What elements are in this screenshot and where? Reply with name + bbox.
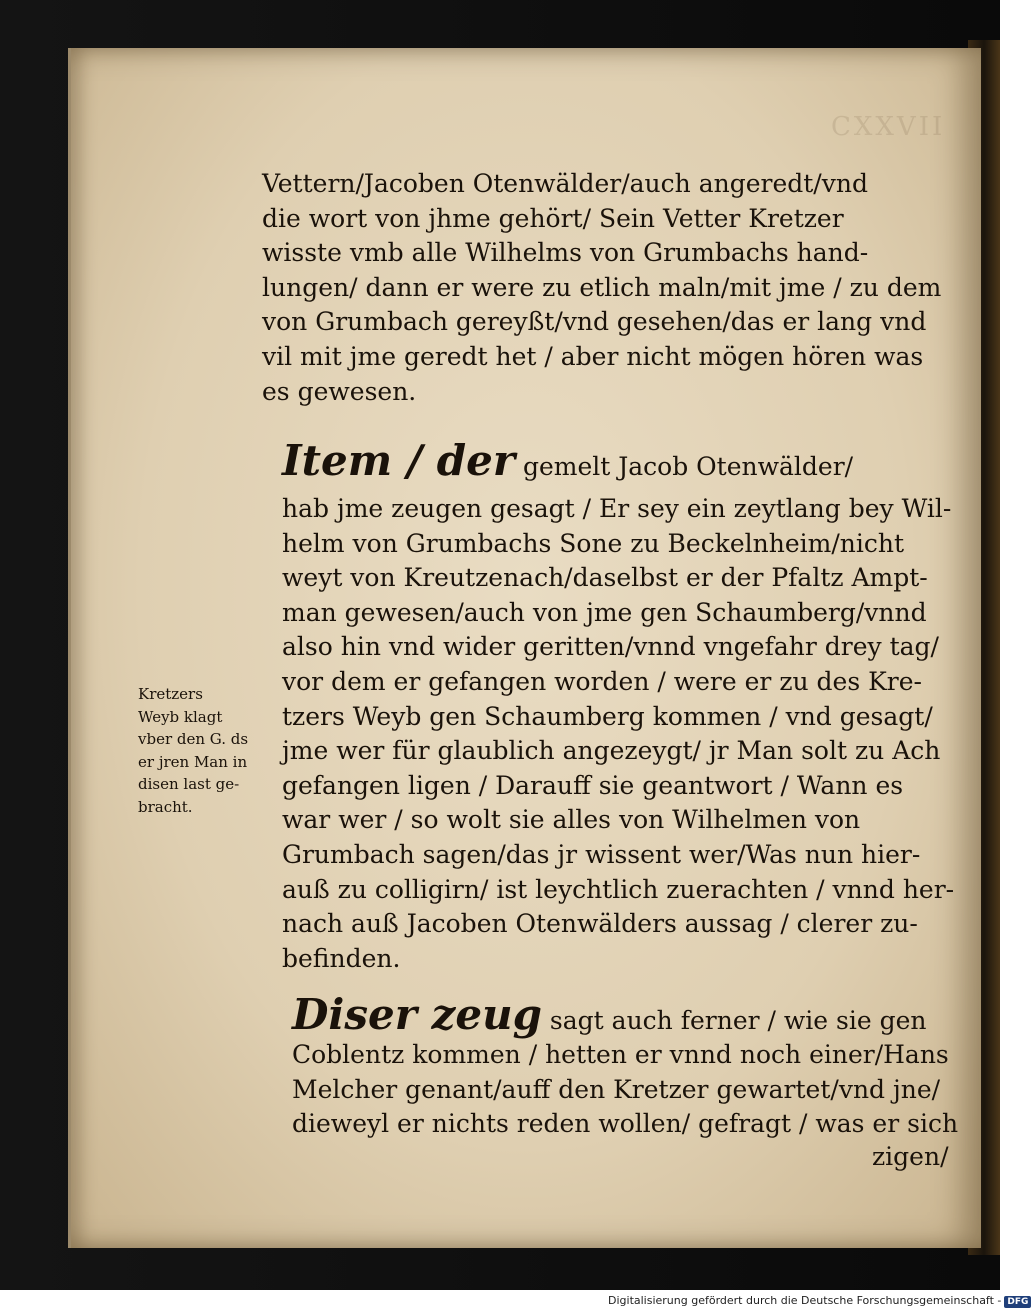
text-line: auß zu colligirn/ ist leychtlich zuerachten / vnnd her- [282, 874, 955, 904]
paragraph-3 [292, 1038, 958, 1142]
text-line: Grumbach sagen/das jr wissent wer/Was nun hier- [282, 839, 921, 869]
text-line: Coblentz kommen / hetten er vnnd noch einer/Hans [292, 1040, 949, 1069]
text-line: tzers Weyb gen Schaumberg kommen / vnd gesagt/ [282, 701, 933, 731]
bleed-through-text: CXXVII [831, 112, 946, 142]
text-line: also hin vnd wider geritten/vnnd vngefahr drey tag/ [282, 632, 939, 662]
text-line: vor dem er gefangen worden / were er zu des Kre- [282, 666, 922, 696]
marginal-note [138, 683, 248, 818]
text-line: jme wer für glaublich angezeygt/ jr Man solt zu Ach [282, 736, 941, 766]
catchword: zigen/ [872, 1142, 949, 1171]
text-line: es gewesen. [262, 376, 417, 406]
text-line: wisste vmb alle Wilhelms von Grumbachs hand- [262, 238, 869, 268]
text-line: man gewesen/auch von jme gen Schaumberg/vnnd [282, 597, 927, 627]
marginal-line: disen last ge- [138, 775, 240, 793]
text-line: gefangen ligen / Darauff sie geantwort / Wann es [282, 770, 904, 800]
text-line: helm von Grumbachs Sone zu Beckelnheim/nicht [282, 528, 904, 558]
text-line: die wort von jhme gehört/ Sein Vetter Kretzer [262, 203, 844, 233]
marginal-line: bracht. [138, 797, 193, 816]
marginal-line: vber den G. ds [138, 730, 249, 748]
text-line: befinden. [282, 943, 401, 973]
dfg-logo: DFG [1004, 1296, 1031, 1308]
text-line: gemelt Jacob Otenwälder/ [515, 452, 854, 481]
footer-text: Digitalisierung gefördert durch die Deutsche Forschungsgemeinschaft - [608, 1294, 1002, 1307]
paragraph-2 [282, 492, 954, 976]
marginal-line: Kretzers [138, 685, 203, 703]
drop-initial-item: Item / der [282, 436, 516, 485]
footer-credit [608, 1294, 1031, 1308]
paragraph-1 [262, 167, 941, 409]
text-line: nach auß Jacoben Otenwälders aussag / clerer zu- [282, 909, 918, 939]
text-line: vil mit jme geredt het / aber nicht mögen hören was [262, 341, 924, 371]
text-line: hab jme zeugen gesagt / Er sey ein zeytlang bey Wil- [282, 494, 952, 523]
text-line: Melcher genant/auff den Kretzer gewartet/vnd jne/ [292, 1074, 941, 1104]
marginal-line: er jren Man in [138, 752, 248, 771]
text-line: sagt auch ferner / wie sie gen [541, 1006, 927, 1035]
text-line: lungen/ dann er were zu etlich maln/mit jme / zu dem [262, 272, 942, 302]
text-line: war wer / so wolt sie alles von Wilhelmen von [282, 805, 861, 835]
text-line: weyt von Kreutzenach/daselbst er der Pfaltz Ampt- [282, 563, 928, 593]
text-line: Vettern/Jacoben Otenwälder/auch angeredt/vnd [262, 169, 868, 198]
text-line: von Grumbach gereyßt/vnd gesehen/das er lang vnd [262, 307, 927, 337]
marginal-line: Weyb klagt [138, 707, 223, 726]
drop-initial-diser: Diser zeug [292, 990, 542, 1039]
paragraph-2-first-line [282, 436, 854, 488]
paragraph-3-first-line [292, 990, 927, 1042]
text-line: dieweyl er nichts reden wollen/ gefragt / was er sich [292, 1109, 959, 1139]
